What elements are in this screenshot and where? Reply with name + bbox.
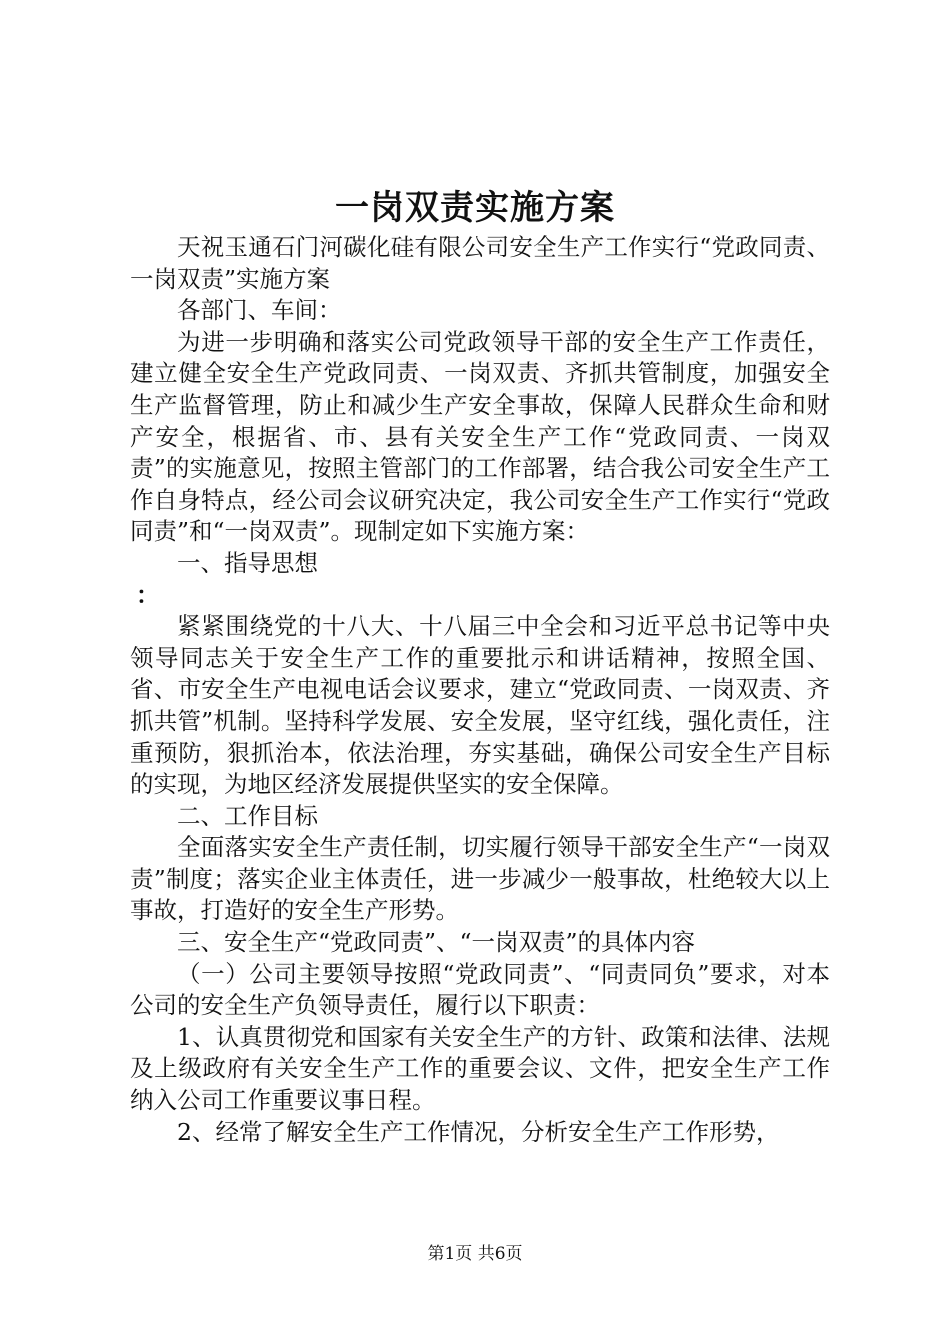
paragraph-item-2: 2、经常了解安全生产工作情况，分析安全生产工作形势， [177,1117,780,1146]
document-title: 一岗双责实施方案 [335,188,615,228]
paragraph-subsection-one: （一）公司主要领导按照“党政同责”、“同责同负”要求，对本公司的安全生产负领导责任，履行以下职责： [130,959,830,1020]
paragraph-salutation: 各部门、车间： [177,296,342,325]
paragraph-intro: 为进一步明确和落实公司党政领导干部的安全生产工作责任，建立健全安全生产党政同责、一岗双责、齐抓共管制度，加强安全生产监督管理，防止和减少生产安全事故，保障人民群众生命和财产安全，根据省、市、县有关安全生产工作“党政同责、一岗双责”的实施意见，按照主管部门的工作部署，结合我公司安全生产工作自身特点，经公司会议研究决定，我公司安全生产工作实行“党政同责”和“一岗双责”。现制定如下实施方案： [130,327,830,546]
paragraph-item-1: 1、认真贯彻党和国家有关安全生产的方针、政策和法律、法规及上级政府有关安全生产工作的重要会议、文件，把安全生产工作纳入公司工作重要议事日程。 [130,1022,830,1115]
section-heading-guiding-ideology: 一、指导思想 [177,548,318,577]
page-number-footer: 第1页 共6页 [427,1244,523,1264]
stray-colon: ： [136,580,160,609]
paragraph-guiding-ideology: 紧紧围绕党的十八大、十八届三中全会和习近平总书记等中央领导同志关于安全生产工作的重要批示和讲话精神，按照全国、省、市安全生产电视电话会议要求，建立“党政同责、一岗双责、齐抓共管”机制。坚持科学发展、安全发展，坚守红线，强化责任，注重预防，狠抓治本，依法治理，夯实基础，确保公司安全生产目标的实现，为地区经济发展提供坚实的安全保障。 [130,612,830,799]
section-heading-work-goals: 二、工作目标 [177,801,318,830]
paragraph-heading-line: 天祝玉通石门河碳化硅有限公司安全生产工作实行“党政同责、一岗双责”实施方案 [130,233,830,293]
paragraph-work-goals: 全面落实安全生产责任制，切实履行领导干部安全生产“一岗双责”制度；落实企业主体责任，进一步减少一般事故，杜绝较大以上事故，打造好的安全生产形势。 [130,833,830,925]
document-body [130,232,830,1148]
section-heading-specific-content: 三、安全生产“党政同责”、“一岗双责”的具体内容 [177,928,696,957]
